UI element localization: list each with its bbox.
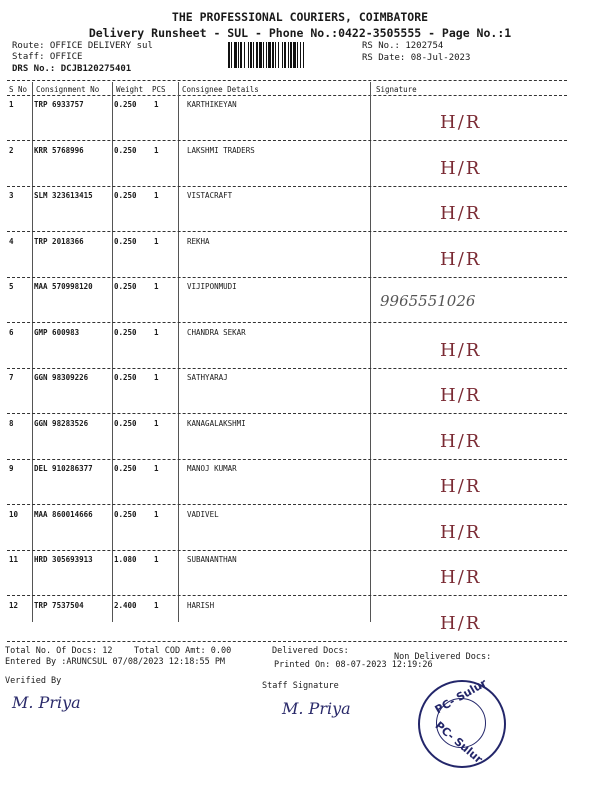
row-separator <box>7 413 567 414</box>
row-consignee: REKHA <box>187 236 210 246</box>
verified-by-label: Verified By <box>5 676 62 686</box>
row-consignment-no: TRP 7537504 <box>34 600 84 610</box>
row-separator <box>7 186 567 187</box>
total-cod: Total COD Amt: 0.00 <box>134 646 232 656</box>
row-weight: 2.400 <box>114 600 137 610</box>
table-top-rule <box>7 80 567 81</box>
row-separator <box>7 595 567 596</box>
non-delivered-docs: Non Delivered Docs: <box>394 652 492 662</box>
row-weight: 0.250 <box>114 464 137 473</box>
rs-date: RS Date: 08-Jul-2023 <box>362 53 471 63</box>
row-weight: 0.250 <box>114 145 137 155</box>
row-sno: 8 <box>9 418 14 428</box>
row-signature: H/R <box>440 521 482 543</box>
row-pcs: 1 <box>154 100 159 109</box>
barcode-bar <box>290 42 292 68</box>
row-signature: 9965551026 <box>380 292 476 310</box>
barcode-bar <box>231 42 232 68</box>
entered-by: Entered By :ARUNCSUL 07/08/2023 12:18:55 PM <box>5 657 226 667</box>
row-pcs: 1 <box>154 464 159 473</box>
row-separator <box>7 641 567 642</box>
staff-label: Staff: OFFICE <box>12 52 83 62</box>
row-pcs: 1 <box>154 236 159 246</box>
col-divider <box>32 82 33 622</box>
row-signature: H/R <box>440 430 482 452</box>
row-consignment-no: SLM 323613415 <box>34 191 93 200</box>
row-signature: H/R <box>440 112 482 133</box>
runsheet-subtitle: Delivery Runsheet - SUL - Phone No.:0422-3505555 - Page No.:1 <box>88 26 512 40</box>
col-header-consignment: Consignment No <box>36 85 100 94</box>
row-pcs: 1 <box>154 191 159 200</box>
office-stamp <box>418 676 506 768</box>
row-consignee: VIJIPONMUDI <box>187 282 237 291</box>
barcode-bar <box>282 42 283 68</box>
barcode-bar <box>297 42 298 68</box>
row-separator <box>7 322 567 323</box>
delivered-docs: Delivered Docs: <box>272 646 349 656</box>
route-label: Route: OFFICE DELIVERY sul <box>12 41 153 51</box>
staff-signature-label: Staff Signature <box>262 681 339 691</box>
barcode-bar <box>253 42 254 68</box>
row-signature: H/R <box>440 203 482 224</box>
row-signature: H/R <box>440 476 482 497</box>
row-weight: 1.080 <box>114 555 137 564</box>
barcode-bar <box>240 42 242 68</box>
verifier-signature: M. Priya <box>12 693 81 712</box>
row-signature: H/R <box>440 339 482 361</box>
barcode-bar <box>256 42 258 68</box>
row-consignment-no: HRD 305693913 <box>34 555 93 564</box>
row-sno: 3 <box>9 191 14 200</box>
col-header-sno: S No <box>9 85 28 94</box>
row-sno: 5 <box>9 282 14 291</box>
row-pcs: 1 <box>154 373 159 382</box>
row-signature: H/R <box>440 157 482 179</box>
col-header-pcs: PCS <box>152 85 166 94</box>
row-separator <box>7 277 567 278</box>
col-header-signature: Signature <box>376 85 417 94</box>
barcode-bar <box>234 42 237 68</box>
barcode-bar <box>293 42 296 68</box>
barcode-bar <box>238 42 239 68</box>
row-consignee: KANAGALAKSHMI <box>187 418 246 428</box>
barcode-bar <box>300 42 301 68</box>
row-pcs: 1 <box>154 509 159 519</box>
barcode-bar <box>303 42 304 68</box>
barcode-bar <box>266 42 267 68</box>
row-consignee: VADIVEL <box>187 509 219 519</box>
row-sno: 1 <box>9 100 14 109</box>
barcode-bar <box>288 42 289 68</box>
row-sno: 7 <box>9 373 14 382</box>
row-consignee: LAKSHMI TRADERS <box>187 145 255 155</box>
row-separator <box>7 550 567 551</box>
col-header-weight: Weight <box>116 85 144 94</box>
row-consignment-no: TRP 6933757 <box>34 100 84 109</box>
barcode-bar <box>259 42 262 68</box>
barcode-bar <box>268 42 271 68</box>
stamp-text-bottom: PC- Sulur <box>432 719 486 766</box>
company-title: THE PROFESSIONAL COURIERS, COIMBATORE <box>171 10 429 24</box>
row-weight: 0.250 <box>114 509 137 519</box>
row-weight: 0.250 <box>114 100 137 109</box>
barcode-bar <box>248 42 249 68</box>
row-weight: 0.250 <box>114 236 137 246</box>
row-consignment-no: GGN 98283526 <box>34 418 89 428</box>
row-consignee: VISTACRAFT <box>187 191 233 200</box>
row-separator <box>7 231 567 232</box>
row-sno: 9 <box>9 464 14 473</box>
row-signature: H/R <box>440 612 482 634</box>
col-divider <box>178 82 179 622</box>
printed-on: Printed On: 08-07-2023 12:19:26 <box>274 660 433 670</box>
row-consignee: HARISH <box>187 600 215 610</box>
row-sno: 6 <box>9 327 14 337</box>
row-consignment-no: GGN 98309226 <box>34 373 89 382</box>
row-separator <box>7 140 567 141</box>
row-sno: 10 <box>9 509 19 519</box>
row-signature: H/R <box>440 248 482 270</box>
row-weight: 0.250 <box>114 282 137 291</box>
col-divider <box>112 82 113 622</box>
row-consignee: KARTHIKEYAN <box>187 100 237 109</box>
row-weight: 0.250 <box>114 191 137 200</box>
barcode-bar <box>244 42 245 68</box>
barcode <box>228 42 356 68</box>
stamp-text-top: PC- Sulur <box>432 676 489 717</box>
row-pcs: 1 <box>154 418 159 428</box>
row-consignee: MANOJ KUMAR <box>187 464 237 473</box>
row-separator <box>7 459 567 460</box>
row-pcs: 1 <box>154 600 159 610</box>
row-consignee: SATHYARAJ <box>187 373 228 382</box>
table-header-rule <box>7 95 567 96</box>
row-pcs: 1 <box>154 145 159 155</box>
row-consignment-no: DEL 910286377 <box>34 464 93 473</box>
row-weight: 0.250 <box>114 418 137 428</box>
barcode-bar <box>263 42 264 68</box>
row-consignment-no: TRP 2018366 <box>34 236 84 246</box>
row-consignee: SUBANANTHAN <box>187 555 237 564</box>
barcode-bar <box>278 42 279 68</box>
staff-signature: M. Priya <box>282 699 351 718</box>
col-divider <box>370 82 371 622</box>
barcode-bar <box>272 42 274 68</box>
row-consignment-no: GMP 600983 <box>34 327 80 337</box>
row-pcs: 1 <box>154 282 159 291</box>
row-consignment-no: KRR 5768996 <box>34 145 84 155</box>
row-sno: 11 <box>9 555 19 564</box>
barcode-bar <box>250 42 252 68</box>
row-separator <box>7 504 567 505</box>
row-signature: H/R <box>440 567 482 588</box>
row-separator <box>7 368 567 369</box>
row-consignee: CHANDRA SEKAR <box>187 327 246 337</box>
row-weight: 0.250 <box>114 373 137 382</box>
row-sno: 2 <box>9 145 14 155</box>
row-pcs: 1 <box>154 327 159 337</box>
total-docs: Total No. Of Docs: 12 <box>5 646 113 656</box>
row-sno: 4 <box>9 236 14 246</box>
row-pcs: 1 <box>154 555 159 564</box>
row-weight: 0.250 <box>114 327 137 337</box>
barcode-bar <box>228 42 230 68</box>
row-consignment-no: MAA 860014666 <box>34 509 93 519</box>
col-header-consignee: Consignee Details <box>182 85 259 94</box>
barcode-bar <box>275 42 276 68</box>
row-signature: H/R <box>440 385 482 406</box>
row-sno: 12 <box>9 600 19 610</box>
row-consignment-no: MAA 570998120 <box>34 282 93 291</box>
barcode-bar <box>284 42 286 68</box>
drs-number: DRS No.: DCJB120275401 <box>12 64 132 74</box>
rs-number: RS No.: 1202754 <box>362 41 444 51</box>
